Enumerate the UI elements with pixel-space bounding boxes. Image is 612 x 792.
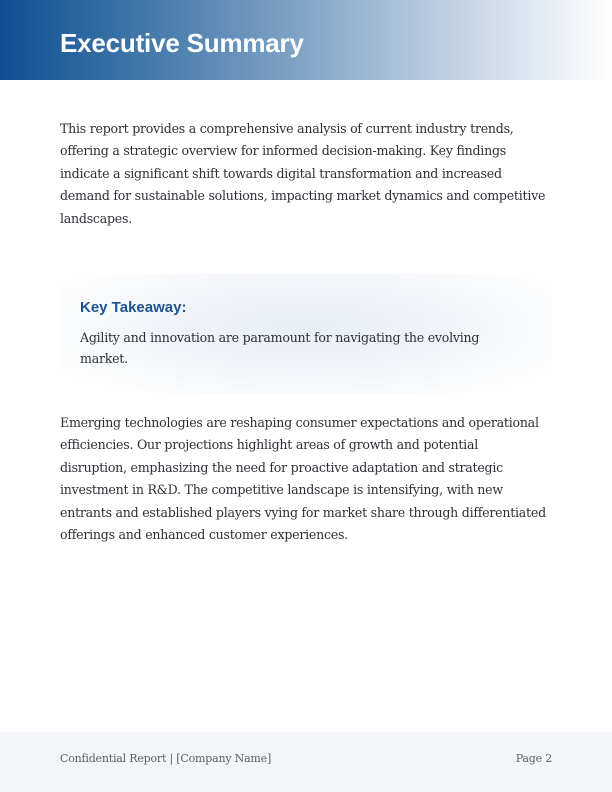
page-number: Page 2 [515,752,552,765]
intro-paragraph: This report provides a comprehensive analysis of current industry trends, offering a strategic overview for informed decision-making. Key findings indicate a significant shift towards digital transformation and increased demand for sustainable solutions, impacting market dynamics and competitive landscapes. [60,121,546,226]
second-paragraph: Emerging technologies are reshaping consumer expectations and operational efficiencies. Our projections highlight areas of growth and potential disruption, emphasizing the need for proactive adaptation and strategic investment in R&D. The competitive landscape is intensifying, with new entrants and established players vying for market share through differentiated offerings and enhanced customer experiences. [60,415,546,543]
page-title: Executive Summary [60,28,304,58]
page-footer [0,732,612,792]
page-header-banner [0,0,612,80]
callout-heading: Key Takeaway: [80,299,187,316]
footer-confidential-label: Confidential Report | [Company Name] [60,752,272,765]
key-takeaway-callout [60,274,552,394]
callout-text: Agility and innovation are paramount for navigating the evolving market. [80,330,480,366]
